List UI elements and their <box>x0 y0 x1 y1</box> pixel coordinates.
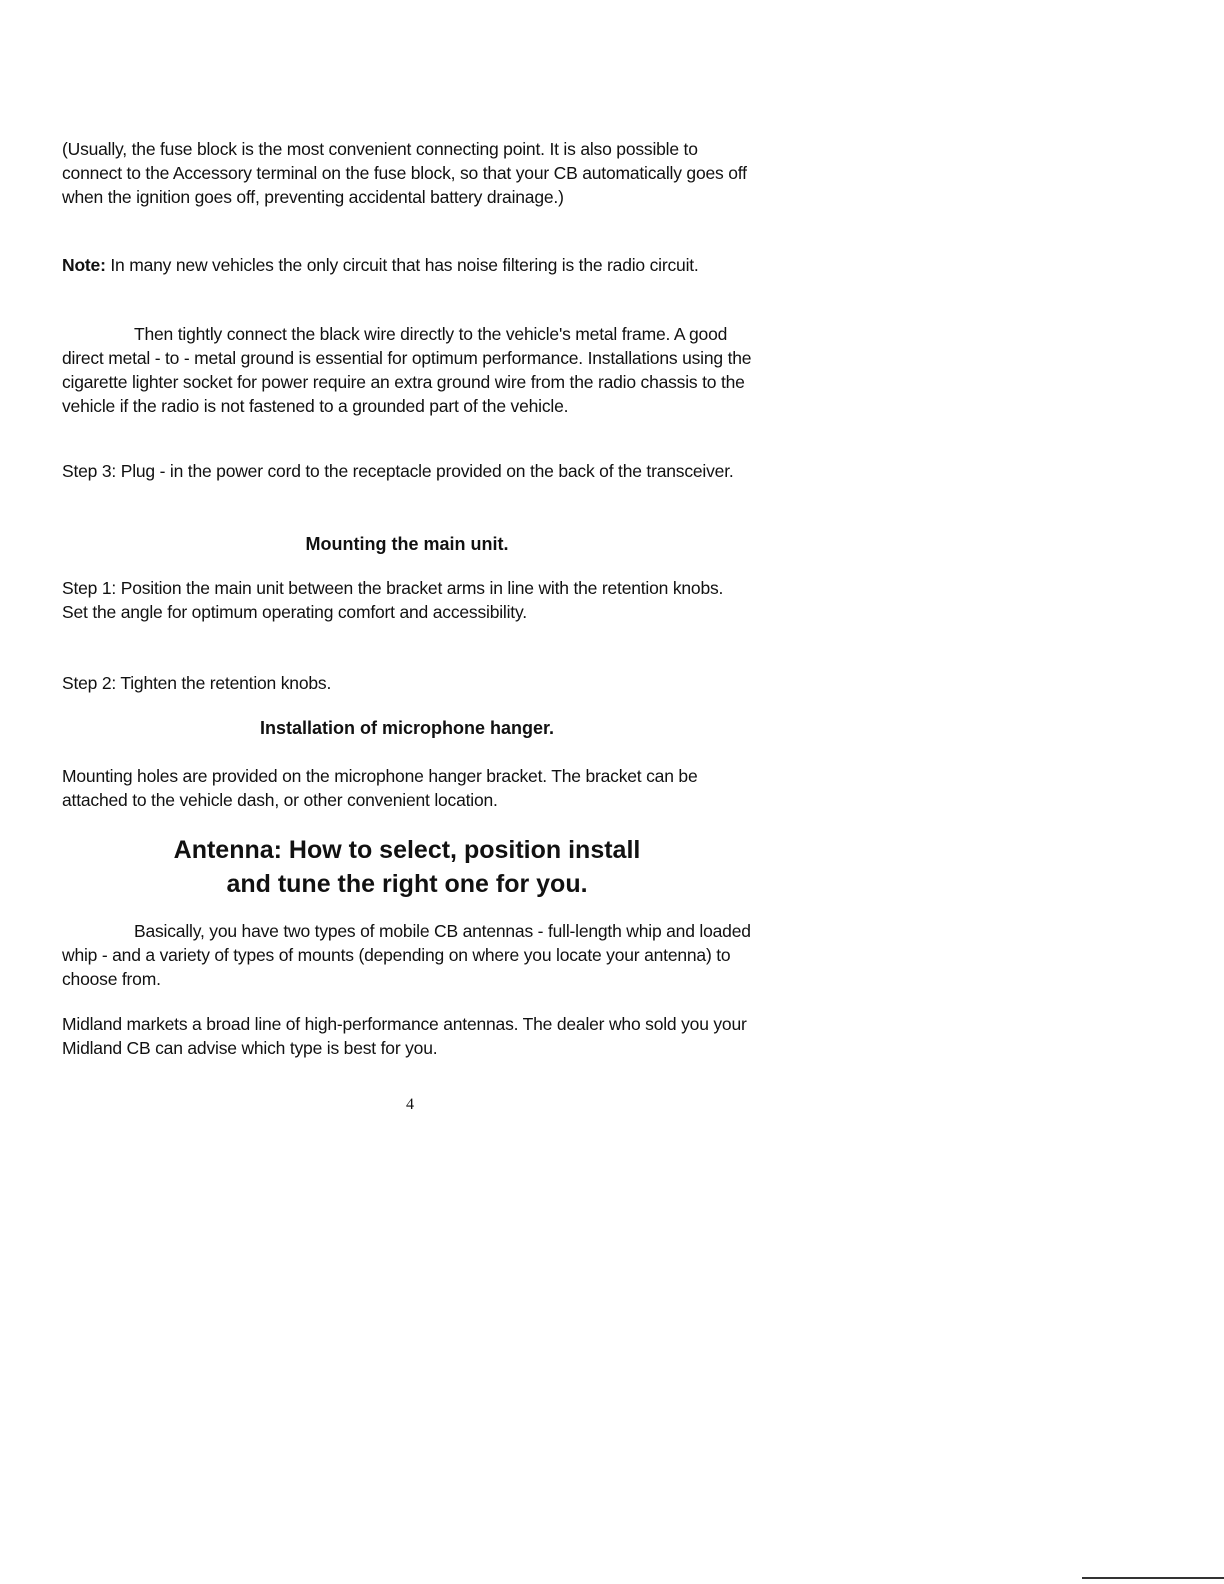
note-paragraph <box>62 253 752 277</box>
antenna-heading-line1: Antenna: How to select, position install <box>173 836 641 864</box>
microphone-heading: Installation of microphone hanger. <box>259 718 555 738</box>
ground-text: Then tightly connect the black wire directly to the vehicle's metal frame. A good direct metal - to - metal ground is essential for optimum performance. Installations using the cigarette lighter socket for power require an extra ground wire from the radio chassis to the vehicle if the radio is not fastened to a grounded part of the vehicle. <box>62 324 752 416</box>
note-label: Note: <box>62 255 106 275</box>
mounting-step1: Step 1: Position the main unit between the bracket arms in line with the retention knobs. Set the angle for optimum operating comfort and accessibility. <box>62 578 724 622</box>
step3-paragraph: Step 3: Plug - in the power cord to the receptacle provided on the back of the transceiver. <box>62 461 734 481</box>
note-text: In many new vehicles the only circuit that has noise filtering is the radio circuit. <box>105 255 699 275</box>
page-number: 4 <box>406 1096 414 1113</box>
mounting-heading: Mounting the main unit. <box>305 534 509 554</box>
ground-paragraph <box>62 322 752 418</box>
fuse-block-paragraph: (Usually, the fuse block is the most convenient connecting point. It is also possible to connect to the Accessory terminal on the fuse block, so that your CB automatically goes off when the ignition goes off, preventing accidental battery drainage.) <box>62 139 747 207</box>
bottom-edge-rule <box>1082 1577 1224 1579</box>
antenna-basics-text: Basically, you have two types of mobile CB antennas - full-length whip and loaded whip - and a variety of types of mounts (depending on where you locate your antenna) to choose from. <box>62 921 751 989</box>
midland-paragraph: Midland markets a broad line of high-performance antennas. The dealer who sold you your Midland CB can advise which type is best for you. <box>62 1014 747 1058</box>
mounting-step2: Step 2: Tighten the retention knobs. <box>62 673 332 693</box>
antenna-basics-paragraph <box>62 919 752 991</box>
microphone-paragraph: Mounting holes are provided on the microphone hanger bracket. The bracket can be attached to the vehicle dash, or other convenient location. <box>62 766 698 810</box>
antenna-heading-line2: and tune the right one for you. <box>226 870 588 898</box>
